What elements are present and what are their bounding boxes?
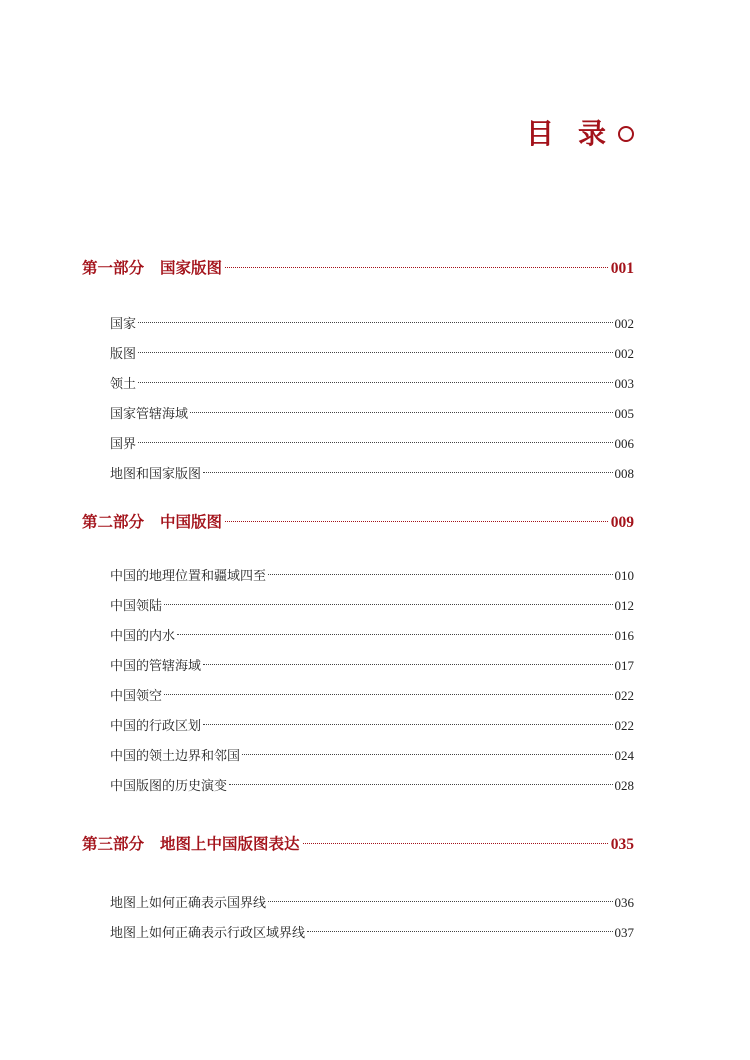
part-title: 国家版图 bbox=[160, 258, 223, 277]
entry-title: 国界 bbox=[110, 437, 137, 452]
toc-entry[interactable] bbox=[110, 459, 634, 489]
entry-page: 002 bbox=[614, 316, 634, 331]
part-heading[interactable] bbox=[82, 510, 634, 534]
toc-entry[interactable] bbox=[110, 888, 634, 918]
part-page: 009 bbox=[610, 514, 634, 531]
dot-leader bbox=[303, 843, 608, 844]
part-number: 第一部分 bbox=[82, 258, 145, 277]
toc-entry[interactable] bbox=[110, 711, 634, 741]
dot-leader bbox=[225, 267, 608, 268]
entry-page: 022 bbox=[614, 718, 634, 733]
dot-leader bbox=[229, 784, 612, 785]
entry-title: 国家 bbox=[110, 317, 137, 332]
entry-page: 036 bbox=[614, 895, 634, 910]
entry-list bbox=[110, 309, 634, 489]
entry-page: 003 bbox=[614, 376, 634, 391]
toc-part-1 bbox=[82, 256, 634, 489]
entry-title: 中国领陆 bbox=[110, 599, 163, 614]
entry-title: 版图 bbox=[110, 347, 137, 362]
entry-page: 028 bbox=[614, 778, 634, 793]
toc-entry[interactable] bbox=[110, 591, 634, 621]
part-title: 地图上中国版图表达 bbox=[160, 834, 300, 853]
dot-leader bbox=[268, 901, 612, 902]
entry-title: 中国的行政区划 bbox=[110, 719, 202, 734]
dot-leader bbox=[177, 634, 612, 635]
entry-page: 016 bbox=[614, 628, 634, 643]
toc-entry[interactable] bbox=[110, 918, 634, 948]
entry-title: 地图和国家版图 bbox=[110, 467, 202, 482]
dot-leader bbox=[190, 412, 612, 413]
entry-title: 中国的地理位置和疆域四至 bbox=[110, 569, 267, 584]
toc-entry[interactable] bbox=[110, 621, 634, 651]
toc-entry[interactable] bbox=[110, 561, 634, 591]
part-heading[interactable] bbox=[82, 256, 634, 280]
part-page: 001 bbox=[610, 260, 634, 277]
toc-entry[interactable] bbox=[110, 399, 634, 429]
dot-leader bbox=[164, 694, 612, 695]
entry-page: 037 bbox=[614, 925, 634, 940]
entry-page: 012 bbox=[614, 598, 634, 613]
toc-entry[interactable] bbox=[110, 651, 634, 681]
part-number: 第三部分 bbox=[82, 834, 145, 853]
dot-leader bbox=[225, 521, 608, 522]
toc-title bbox=[526, 112, 634, 152]
toc-title-char-1: 目 bbox=[525, 117, 554, 150]
part-number: 第二部分 bbox=[82, 512, 145, 531]
toc-title-char-2: 录 bbox=[577, 117, 606, 150]
part-title: 中国版图 bbox=[160, 512, 223, 531]
entry-title: 中国的领土边界和邻国 bbox=[110, 749, 241, 764]
entry-page: 005 bbox=[614, 406, 634, 421]
entry-title: 中国的管辖海域 bbox=[110, 659, 202, 674]
dot-leader bbox=[164, 604, 612, 605]
dot-leader bbox=[138, 322, 612, 323]
entry-page: 017 bbox=[614, 658, 634, 673]
dot-leader bbox=[203, 664, 612, 665]
dot-leader bbox=[138, 442, 612, 443]
entry-page: 010 bbox=[614, 568, 634, 583]
entry-list bbox=[110, 888, 634, 948]
dot-leader bbox=[307, 931, 612, 932]
toc-entry[interactable] bbox=[110, 369, 634, 399]
dot-leader bbox=[138, 382, 612, 383]
entry-page: 002 bbox=[614, 346, 634, 361]
toc-entry[interactable] bbox=[110, 429, 634, 459]
entry-title: 领土 bbox=[110, 377, 137, 392]
entry-title: 地图上如何正确表示国界线 bbox=[110, 896, 267, 911]
circle-icon bbox=[618, 126, 634, 142]
toc-entry[interactable] bbox=[110, 741, 634, 771]
toc-part-2 bbox=[82, 510, 634, 801]
dot-leader bbox=[203, 472, 612, 473]
dot-leader bbox=[242, 754, 612, 755]
entry-title: 中国版图的历史演变 bbox=[110, 779, 228, 794]
dot-leader bbox=[203, 724, 612, 725]
entry-list bbox=[110, 561, 634, 801]
entry-page: 008 bbox=[614, 466, 634, 481]
toc-entry[interactable] bbox=[110, 771, 634, 801]
entry-page: 022 bbox=[614, 688, 634, 703]
part-page: 035 bbox=[610, 836, 634, 853]
entry-title: 中国领空 bbox=[110, 689, 163, 704]
part-heading[interactable] bbox=[82, 832, 634, 856]
toc-entry[interactable] bbox=[110, 309, 634, 339]
entry-page: 024 bbox=[614, 748, 634, 763]
dot-leader bbox=[138, 352, 612, 353]
entry-page: 006 bbox=[614, 436, 634, 451]
dot-leader bbox=[268, 574, 612, 575]
entry-title: 地图上如何正确表示行政区域界线 bbox=[110, 926, 306, 941]
entry-title: 中国的内水 bbox=[110, 629, 176, 644]
entry-title: 国家管辖海域 bbox=[110, 407, 189, 422]
toc-part-3 bbox=[82, 832, 634, 948]
toc-entry[interactable] bbox=[110, 681, 634, 711]
toc-entry[interactable] bbox=[110, 339, 634, 369]
